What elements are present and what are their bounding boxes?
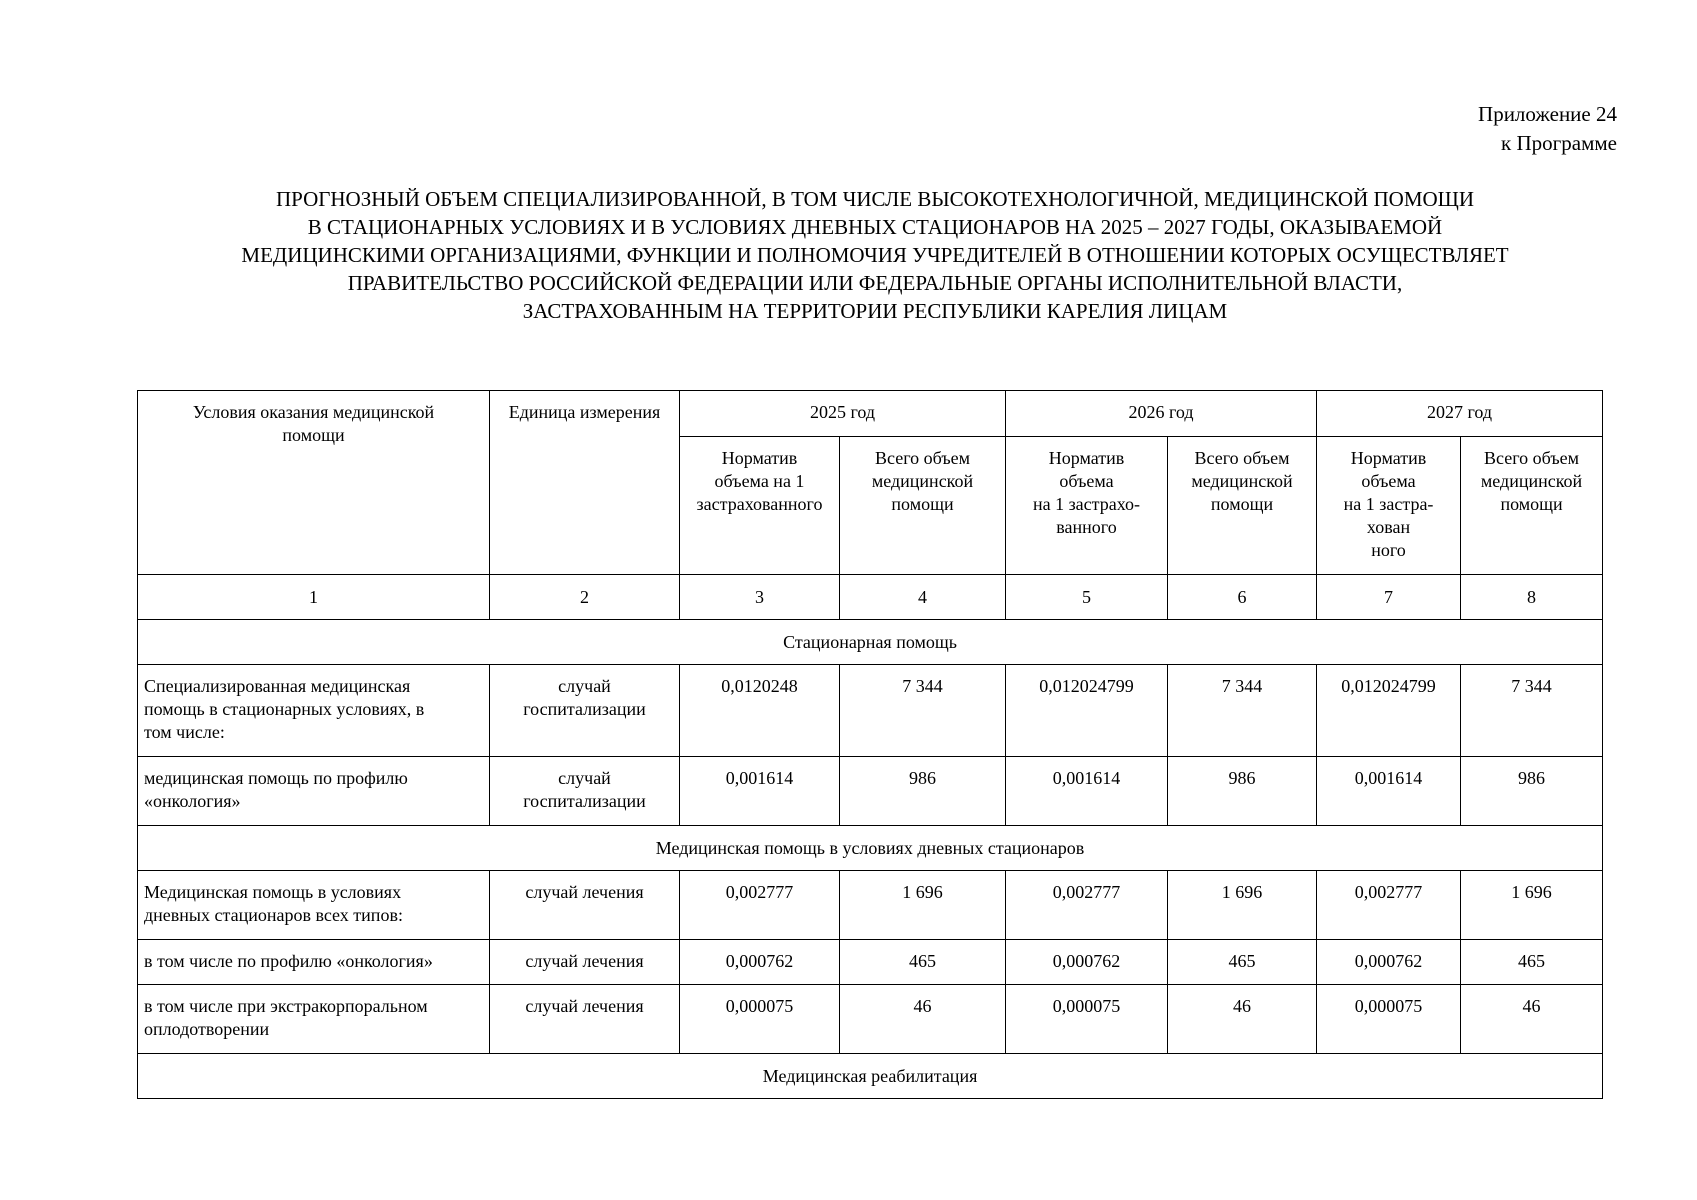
- header-year-2027: [1317, 391, 1603, 437]
- row-value: 0,000762: [1317, 940, 1461, 985]
- row-conditions: [138, 985, 490, 1054]
- column-number: 6: [1168, 575, 1317, 620]
- header-text: помощи: [282, 425, 345, 445]
- appendix-program: к Программе: [1501, 131, 1617, 155]
- row-unit: [490, 665, 680, 757]
- row-unit: [490, 757, 680, 826]
- cell-text: Медицинская помощь в условиях: [144, 882, 402, 902]
- column-number: 1: [138, 575, 490, 620]
- row-conditions: [138, 757, 490, 826]
- section-title: Стационарная помощь: [138, 620, 1603, 665]
- table-row: [138, 940, 1603, 985]
- header-conditions: [138, 391, 490, 575]
- row-value: 0,000762: [680, 940, 840, 985]
- cell-text: помощь в стационарных условиях, в: [144, 699, 425, 719]
- row-conditions: [138, 871, 490, 940]
- header-2026-total: [1168, 437, 1317, 575]
- cell-text: госпитализации: [523, 791, 646, 811]
- title-line: ПРОГНОЗНЫЙ ОБЪЕМ СПЕЦИАЛИЗИРОВАННОЙ, В ТОМ ЧИСЛЕ ВЫСОКОТЕХНОЛОГИЧНОЙ, МЕДИЦИНСКОЙ ПОМОЩИ: [275, 187, 1475, 211]
- header-text: ванного: [1056, 517, 1117, 537]
- header-text: застрахованного: [696, 494, 823, 514]
- header-text: Норматив: [721, 448, 798, 468]
- appendix-reference: [1478, 100, 1617, 158]
- cell-text: случай лечения: [525, 996, 644, 1016]
- row-value: 0,012024799: [1317, 665, 1461, 757]
- table-row: [138, 871, 1603, 940]
- table-row: [138, 985, 1603, 1054]
- header-text: объема на 1: [714, 471, 805, 491]
- header-text: хован: [1366, 517, 1411, 537]
- header-text: медицинской: [871, 471, 974, 491]
- cell-text: «онкология»: [144, 791, 241, 811]
- row-value: 0,001614: [1006, 757, 1168, 826]
- row-value: 0,002777: [1317, 871, 1461, 940]
- header-year-2026: [1006, 391, 1317, 437]
- column-number: 5: [1006, 575, 1168, 620]
- row-value: 0,001614: [680, 757, 840, 826]
- row-value: 1 696: [1461, 871, 1603, 940]
- column-number-row: [138, 575, 1603, 620]
- header-text: объема: [1059, 471, 1114, 491]
- header-text: помощи: [1500, 494, 1563, 514]
- column-number: 4: [840, 575, 1006, 620]
- row-unit: [490, 940, 680, 985]
- row-value: 0,001614: [1317, 757, 1461, 826]
- header-text: на 1 застра-: [1343, 494, 1434, 514]
- row-value: 986: [1461, 757, 1603, 826]
- header-text: 2025 год: [809, 402, 876, 422]
- header-row: [138, 391, 1603, 437]
- header-2025-norm: [680, 437, 840, 575]
- title-line: В СТАЦИОНАРНЫХ УСЛОВИЯХ И В УСЛОВИЯХ ДНЕВНЫХ СТАЦИОНАРОВ НА 2025 – 2027 ГОДЫ, ОКАЗЫВАЕМОЙ: [307, 215, 1443, 239]
- header-text: на 1 застрахо-: [1032, 494, 1141, 514]
- header-text: 2026 год: [1128, 402, 1194, 422]
- header-text: 2027 год: [1427, 402, 1493, 422]
- cell-text: случай лечения: [525, 951, 644, 971]
- cell-text: случай: [558, 768, 611, 788]
- section-row-rehabilitation: [138, 1054, 1603, 1099]
- row-value: 0,000762: [1006, 940, 1168, 985]
- row-value: 0,002777: [1006, 871, 1168, 940]
- row-value: 46: [1461, 985, 1603, 1054]
- header-text: Условия оказания медицинской: [192, 402, 435, 422]
- header-text: ного: [1371, 540, 1406, 560]
- header-text: помощи: [891, 494, 954, 514]
- column-number: 7: [1317, 575, 1461, 620]
- cell-text: госпитализации: [523, 699, 646, 719]
- cell-text: медицинская помощь по профилю: [144, 768, 408, 788]
- row-conditions: [138, 665, 490, 757]
- column-number: 8: [1461, 575, 1603, 620]
- section-row-day-hospital: [138, 826, 1603, 871]
- row-value: 986: [840, 757, 1006, 826]
- header-2027-total: [1461, 437, 1603, 575]
- title-line: ЗАСТРАХОВАННЫМ НА ТЕРРИТОРИИ РЕСПУБЛИКИ КАРЕЛИЯ ЛИЦАМ: [522, 299, 1228, 323]
- header-2025-total: [840, 437, 1006, 575]
- cell-text: случай лечения: [525, 882, 644, 902]
- row-value: 7 344: [1168, 665, 1317, 757]
- header-text: помощи: [1210, 494, 1274, 514]
- header-unit: [490, 391, 680, 575]
- cell-text: случай: [558, 676, 611, 696]
- row-value: 0,0120248: [680, 665, 840, 757]
- header-text: Всего объем: [1194, 448, 1290, 468]
- table-row: [138, 757, 1603, 826]
- header-text: объема: [1361, 471, 1416, 491]
- column-number: 2: [490, 575, 680, 620]
- header-2026-norm: [1006, 437, 1168, 575]
- document-title: [120, 185, 1630, 325]
- row-value: 465: [840, 940, 1006, 985]
- header-text: Единица измерения: [508, 402, 661, 422]
- cell-text: том числе:: [144, 722, 225, 742]
- row-value: 0,000075: [680, 985, 840, 1054]
- row-value: 0,000075: [1006, 985, 1168, 1054]
- title-line: ПРАВИТЕЛЬСТВО РОССИЙСКОЙ ФЕДЕРАЦИИ ИЛИ ФЕДЕРАЛЬНЫЕ ОРГАНЫ ИСПОЛНИТЕЛЬНОЙ ВЛАСТИ,: [347, 271, 1403, 295]
- row-value: 46: [1168, 985, 1317, 1054]
- row-value: 1 696: [1168, 871, 1317, 940]
- header-text: Норматив: [1048, 448, 1125, 468]
- title-line: МЕДИЦИНСКИМИ ОРГАНИЗАЦИЯМИ, ФУНКЦИИ И ПОЛНОМОЧИЯ УЧРЕДИТЕЛЕЙ В ОТНОШЕНИИ КОТОРЫХ ОСУЩЕСТВЛЯЕТ: [241, 243, 1509, 267]
- header-text: Всего объем: [1484, 448, 1580, 468]
- cell-text: в том числе по профилю «онкология»: [144, 951, 433, 971]
- header-text: Норматив: [1350, 448, 1427, 468]
- section-title: Медицинская помощь в условиях дневных стационаров: [138, 826, 1603, 871]
- row-value: 46: [840, 985, 1006, 1054]
- row-value: 1 696: [840, 871, 1006, 940]
- row-value: 7 344: [840, 665, 1006, 757]
- section-row-inpatient: [138, 620, 1603, 665]
- row-value: 0,002777: [680, 871, 840, 940]
- header-year-2025: [680, 391, 1006, 437]
- header-text: Всего объем: [874, 448, 971, 468]
- cell-text: Специализированная медицинская: [144, 676, 411, 696]
- volume-table: [137, 390, 1603, 1099]
- row-value: 465: [1461, 940, 1603, 985]
- row-value: 986: [1168, 757, 1317, 826]
- appendix-number: Приложение 24: [1478, 102, 1617, 126]
- row-value: 465: [1168, 940, 1317, 985]
- row-unit: [490, 985, 680, 1054]
- header-text: медицинской: [1480, 471, 1583, 491]
- row-value: 0,000075: [1317, 985, 1461, 1054]
- row-value: 7 344: [1461, 665, 1603, 757]
- row-value: 0,012024799: [1006, 665, 1168, 757]
- section-title: Медицинская реабилитация: [138, 1054, 1603, 1099]
- row-conditions: [138, 940, 490, 985]
- column-number: 3: [680, 575, 840, 620]
- cell-text: дневных стационаров всех типов:: [144, 905, 403, 925]
- header-2027-norm: [1317, 437, 1461, 575]
- table-row: [138, 665, 1603, 757]
- cell-text: в том числе при экстракорпоральном: [144, 996, 428, 1016]
- cell-text: оплодотворении: [144, 1019, 270, 1039]
- header-text: медицинской: [1191, 471, 1293, 491]
- row-unit: [490, 871, 680, 940]
